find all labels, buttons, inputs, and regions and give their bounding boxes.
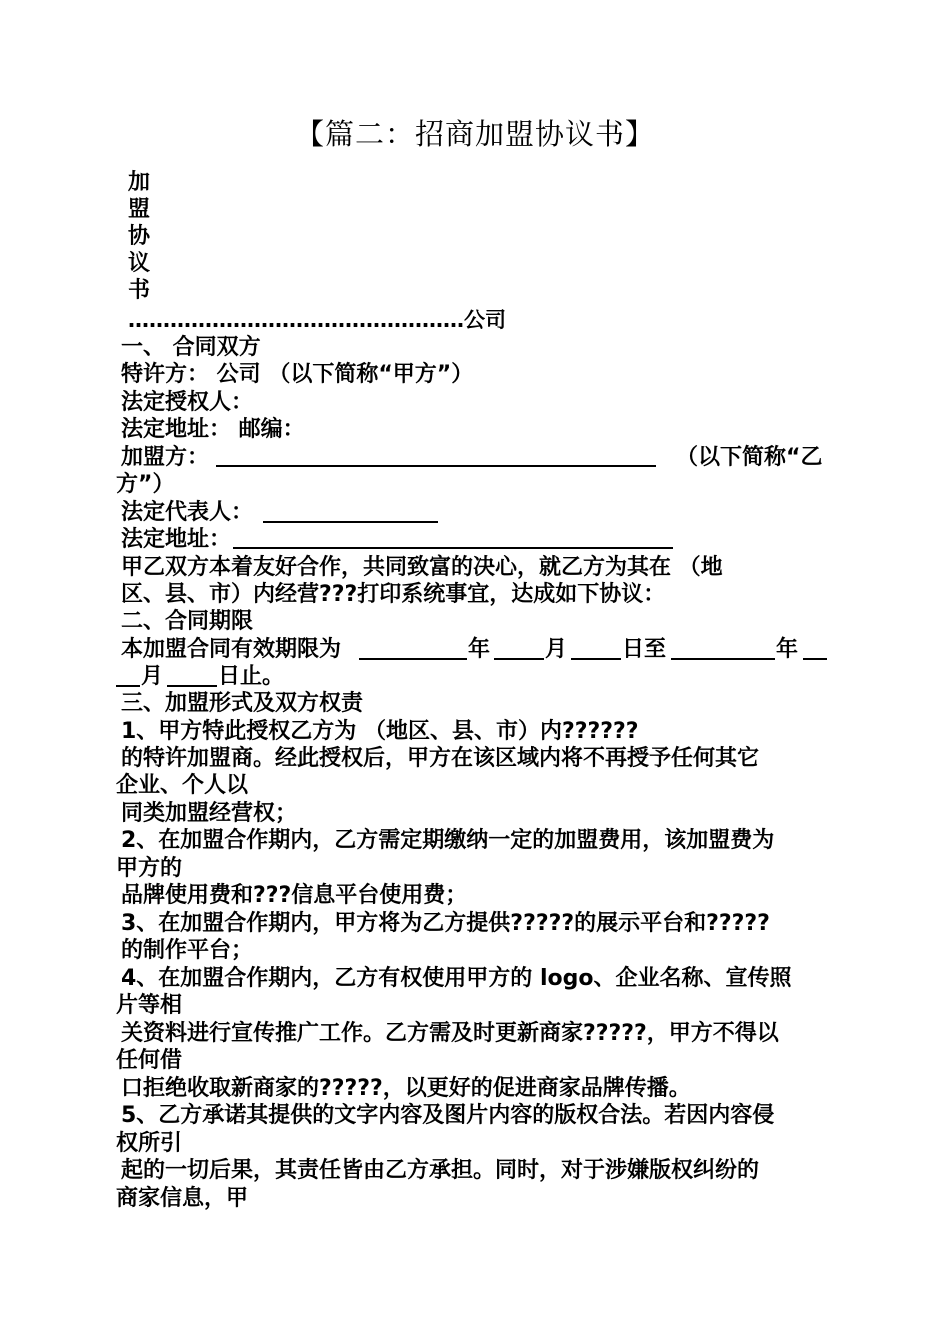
document-title: 【篇二：招商加盟协议书】 xyxy=(294,117,655,151)
section-heading: 三、加盟形式及双方权责 xyxy=(121,691,364,716)
franchisee-label: 加盟方： xyxy=(121,445,210,470)
clause-line: 1、甲方特此授权乙方为 （地区、县、市）内?????? xyxy=(121,719,639,744)
term-unit: 月 xyxy=(141,664,164,689)
clause-line: 2、在加盟合作期内，乙方需定期缴纳一定的加盟费用，该加盟费为 xyxy=(121,828,775,853)
clause-line: 3、在加盟合作期内，甲方将为乙方提供?????的展示平台和????? xyxy=(121,911,770,936)
clause-line: 4、在加盟合作期内，乙方有权使用甲方的 logo、企业名称、宣传照 xyxy=(121,966,792,991)
company-line: …………………………………………公司 xyxy=(128,308,506,332)
date-blank xyxy=(671,658,775,660)
clause-line: 片等相 xyxy=(116,993,183,1018)
section-heading: 二、合同期限 xyxy=(121,609,254,634)
paragraph-line: 区、县、市）内经营???打印系统事宜，达成如下协议： xyxy=(121,582,666,607)
clause-line: 5、乙方承诺其提供的文字内容及图片内容的版权合法。若因内容侵 xyxy=(121,1103,775,1128)
section-heading: 一、 合同双方 xyxy=(121,335,261,360)
legal-rep-blank xyxy=(263,521,438,523)
term-unit: 月 xyxy=(545,637,568,662)
franchisee-cont: 方”） xyxy=(116,472,175,497)
franchisee-blank xyxy=(216,465,656,467)
date-blank xyxy=(116,685,140,687)
clause-line: 权所引 xyxy=(116,1131,183,1156)
term-unit: 年 xyxy=(776,637,799,662)
clause-line: 的制作平台； xyxy=(121,938,254,963)
legal-addr-label: 法定地址： xyxy=(121,527,232,552)
clause-line: 的特许加盟商。经此授权后，甲方在该区域内将不再授予任何其它 xyxy=(121,746,760,771)
clause-line: 甲方的 xyxy=(116,856,183,881)
clause-line: 同类加盟经营权； xyxy=(121,801,298,826)
clause-line: 起的一切后果，其责任皆由乙方承担。同时，对于涉嫌版权纠纷的 xyxy=(121,1158,760,1183)
date-blank xyxy=(494,658,544,660)
vertical-title-char: 书 xyxy=(128,278,151,303)
date-blank xyxy=(167,685,217,687)
franchisee-suffix: （以下简称“乙 xyxy=(676,445,823,470)
vertical-title-char: 加 xyxy=(128,170,151,195)
franchisor-line: 特许方： 公司 （以下简称“甲方”） xyxy=(121,362,474,387)
date-blank xyxy=(359,658,467,660)
term-unit: 日止。 xyxy=(218,664,285,689)
address-zip-line: 法定地址： 邮编： xyxy=(121,417,305,442)
date-blank xyxy=(803,658,827,660)
vertical-title-char: 议 xyxy=(128,251,151,276)
clause-line: 商家信息，甲 xyxy=(116,1186,249,1211)
clause-line: 口拒绝收取新商家的?????，以更好的促进商家品牌传播。 xyxy=(121,1076,691,1101)
term-unit: 日至 xyxy=(622,637,667,662)
clause-line: 关资料进行宣传推广工作。乙方需及时更新商家?????，甲方不得以 xyxy=(121,1021,779,1046)
date-blank xyxy=(571,658,621,660)
vertical-title-char: 协 xyxy=(128,224,151,249)
legal-addr-blank xyxy=(233,547,673,549)
term-label: 本加盟合同有效期限为 xyxy=(121,637,342,662)
legal-auth-line: 法定授权人： xyxy=(121,390,254,415)
clause-line: 企业、个人以 xyxy=(116,773,249,798)
clause-line: 品牌使用费和???信息平台使用费； xyxy=(121,883,468,908)
legal-rep-label: 法定代表人： xyxy=(121,500,254,525)
term-unit: 年 xyxy=(468,637,491,662)
paragraph-line: 甲乙双方本着友好合作，共同致富的决心，就乙方为其在 （地 xyxy=(121,555,723,580)
clause-line: 任何借 xyxy=(116,1048,183,1073)
vertical-title-char: 盟 xyxy=(128,197,151,222)
